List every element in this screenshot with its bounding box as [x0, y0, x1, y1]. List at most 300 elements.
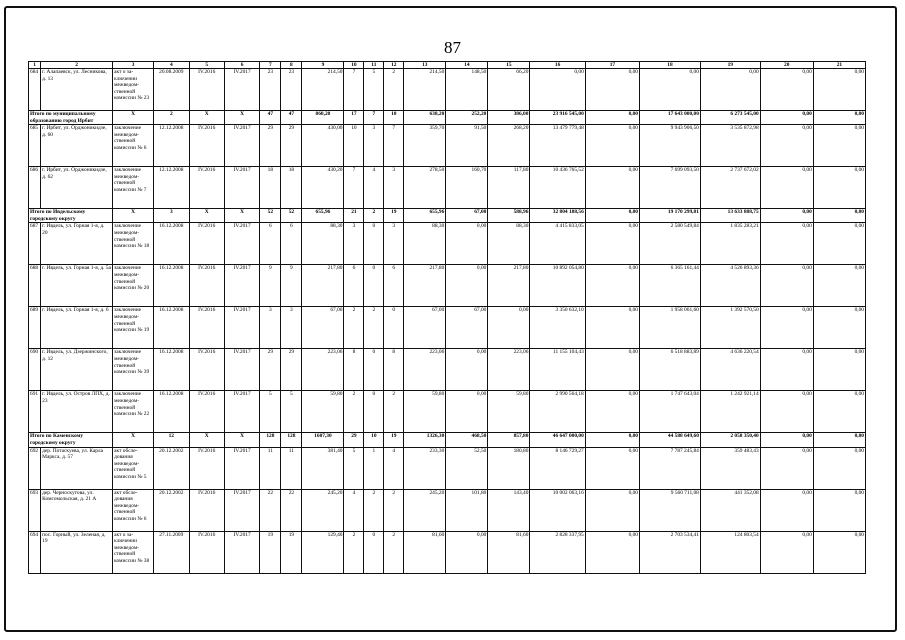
table-cell: 7 787 245,84 — [640, 447, 701, 489]
page-number: 87 — [444, 38, 461, 57]
table-cell: IV.2017 — [224, 391, 259, 433]
table-cell: 692 — [29, 447, 41, 489]
table-row — [29, 69, 866, 111]
table-cell: 124 803,54 — [700, 531, 760, 573]
table-cell: 1 747 643,04 — [640, 391, 701, 433]
table-cell: 3 — [260, 307, 281, 349]
table-cell: IV.2017 — [224, 489, 259, 531]
table-cell: 20.08.2009 — [154, 69, 189, 111]
table-cell: X — [189, 111, 224, 125]
address-cell: г. Ивдель, ул. Горная 1-я, д. 5а — [41, 265, 113, 307]
subtotal-label: Итого по муниципальному образованию город Ирбит — [29, 111, 113, 125]
table-cell: 4 636 220,54 — [700, 349, 760, 391]
address-cell: дер. Черноскутова, ул. Комсомольская, д. 21 А — [41, 489, 113, 531]
column-header: 4 — [154, 62, 189, 69]
table-cell: IV.2016 — [189, 167, 224, 209]
column-header: 13 — [404, 62, 446, 69]
table-cell: 2 737 672,02 — [700, 167, 760, 209]
table-cell: 691 — [29, 391, 41, 433]
document-cell: акт обсле-дования межведом-ственной комиссии № 5 — [113, 447, 154, 489]
table-cell: 9 — [281, 265, 302, 307]
table-cell: 2 — [344, 391, 364, 433]
table-cell: 0,00 — [585, 391, 639, 433]
table-cell: 2 990 564,18 — [530, 391, 585, 433]
table-cell: 23 — [260, 69, 281, 111]
table-cell: 47 — [260, 111, 281, 125]
table-cell: 67,00 — [446, 307, 488, 349]
table-cell: IV.2016 — [189, 265, 224, 307]
table-cell: 21 — [344, 209, 364, 223]
table-cell: 0,00 — [813, 307, 865, 349]
table-cell: 694 — [29, 531, 41, 573]
table-cell: 88,30 — [404, 223, 446, 265]
table-cell: 0,00 — [585, 349, 639, 391]
table-cell: 2 — [384, 391, 404, 433]
table-cell: IV.2017 — [224, 265, 259, 307]
table-cell: 12.12.2008 — [154, 167, 189, 209]
table-cell: 245,20 — [302, 489, 344, 531]
table-cell: 5 — [364, 69, 384, 111]
table-cell: X — [189, 209, 224, 223]
table-cell: 6 — [384, 265, 404, 307]
table-cell: 1607,30 — [302, 433, 344, 447]
table-cell: 46 647 000,00 — [530, 433, 585, 447]
table-row — [29, 349, 866, 391]
table-cell: 17 643 000,00 — [640, 111, 701, 125]
table-cell: IV.2016 — [189, 447, 224, 489]
table-cell: IV.2017 — [224, 167, 259, 209]
table-cell: 1 835 283,21 — [700, 223, 760, 265]
table-cell: 10 436 765,52 — [530, 167, 585, 209]
table-cell: 684 — [29, 69, 41, 111]
table-cell: 0,00 — [446, 391, 488, 433]
table-cell: 67,00 — [404, 307, 446, 349]
table-cell: 29 — [260, 125, 281, 167]
table-cell: 857,80 — [488, 433, 530, 447]
table-cell: 0,00 — [585, 167, 639, 209]
table-cell: 29 — [281, 349, 302, 391]
table-cell: 12.12.2008 — [154, 125, 189, 167]
table-row — [29, 167, 866, 209]
table-cell: 386,00 — [488, 111, 530, 125]
table-cell: 3 535 872,98 — [700, 125, 760, 167]
table-cell: 2 — [384, 489, 404, 531]
table-cell: 4 — [384, 447, 404, 489]
column-header: 16 — [530, 62, 585, 69]
table-cell: 214,50 — [302, 69, 344, 111]
table-cell: 0,00 — [813, 531, 865, 573]
table-cell: 6 — [260, 223, 281, 265]
table-cell: 9 943 906,50 — [640, 125, 701, 167]
table-cell: 0,00 — [488, 307, 530, 349]
table-cell: 11 — [281, 447, 302, 489]
table-cell: 6 273 545,00 — [700, 111, 760, 125]
table-cell: 2 — [154, 111, 189, 125]
table-cell: 7 — [364, 111, 384, 125]
table-cell: 217,80 — [488, 265, 530, 307]
table-cell: 0,00 — [446, 223, 488, 265]
table-cell: 3 — [154, 209, 189, 223]
document-cell: заключение межведом-ственной комиссии № 39 — [113, 349, 154, 391]
table-cell: 101,80 — [446, 489, 488, 531]
table-cell: 128 — [281, 433, 302, 447]
document-cell: заключение межведом-ственной комиссии № 7 — [113, 167, 154, 209]
table-cell: 59,80 — [404, 391, 446, 433]
table-cell: 2 580 549,84 — [640, 223, 701, 265]
table-cell: 381,40 — [302, 447, 344, 489]
document-cell: заключение межведом-ственной комиссии № 6 — [113, 125, 154, 167]
table-cell: 214,50 — [404, 69, 446, 111]
table-cell: 1326,30 — [404, 433, 446, 447]
table-cell: 689 — [29, 307, 41, 349]
table-cell: 0,00 — [585, 489, 639, 531]
table-cell: 0,00 — [760, 69, 813, 111]
table-cell: 655,96 — [302, 209, 344, 223]
column-header: 14 — [446, 62, 488, 69]
column-header: 6 — [224, 62, 259, 69]
table-cell: 0,00 — [760, 531, 813, 573]
document-cell: заключение межведом-ственной комиссии № 20 — [113, 265, 154, 307]
table-cell: 4 526 893,36 — [700, 265, 760, 307]
table-cell: 81,60 — [404, 531, 446, 573]
address-cell: г. Ивдель, ул. Дзержинского, д. 12 — [41, 349, 113, 391]
column-header: 10 — [344, 62, 364, 69]
table-cell: 0,00 — [813, 111, 865, 125]
table-cell: 690 — [29, 349, 41, 391]
table-cell: 18 — [281, 167, 302, 209]
table-cell: IV.2016 — [189, 531, 224, 573]
table-cell: 16.12.2008 — [154, 223, 189, 265]
table-cell: 468,50 — [446, 433, 488, 447]
table-cell: 8 — [344, 349, 364, 391]
table-cell: 23 916 545,00 — [530, 111, 585, 125]
table-cell: 685 — [29, 125, 41, 167]
table-cell: 16.12.2008 — [154, 307, 189, 349]
table-cell: 0,00 — [813, 489, 865, 531]
table-cell: 160,70 — [446, 167, 488, 209]
table-cell: 6 365 161,44 — [640, 265, 701, 307]
table-cell: 148,50 — [446, 69, 488, 111]
table-cell: 7 — [384, 125, 404, 167]
table-cell: 0,00 — [813, 125, 865, 167]
table-cell: 117,80 — [488, 167, 530, 209]
table-cell: 0,00 — [760, 111, 813, 125]
table-cell: 0,00 — [446, 265, 488, 307]
table-cell: 0,00 — [585, 307, 639, 349]
table-cell: 0,00 — [585, 447, 639, 489]
column-header: 5 — [189, 62, 224, 69]
table-cell: 0,00 — [760, 433, 813, 447]
table-cell: X — [189, 433, 224, 447]
table-cell: 7 699 093,50 — [640, 167, 701, 209]
table-cell: 6 518 883,89 — [640, 349, 701, 391]
table-cell: 0,00 — [640, 69, 701, 111]
table-cell: 268,20 — [488, 125, 530, 167]
table-cell: 1 392 570,50 — [700, 307, 760, 349]
table-cell: 2 — [364, 209, 384, 223]
table-cell: 0,00 — [813, 265, 865, 307]
table-cell: 223,06 — [302, 349, 344, 391]
table-row — [29, 391, 866, 433]
table-cell: 0,00 — [760, 349, 813, 391]
table-cell: 29 — [260, 349, 281, 391]
table-cell: X — [113, 111, 154, 125]
table-cell: 0,00 — [760, 223, 813, 265]
column-header: 18 — [640, 62, 701, 69]
table-cell: 0,00 — [585, 265, 639, 307]
table-cell: 10 — [364, 433, 384, 447]
table-cell: 13 633 888,75 — [700, 209, 760, 223]
document-cell: заключение межведом-ственной комиссии № 18 — [113, 223, 154, 265]
table-cell: 359 483,43 — [700, 447, 760, 489]
table-cell: IV.2017 — [224, 447, 259, 489]
table-cell: 17 — [344, 111, 364, 125]
table-cell: 588,96 — [488, 209, 530, 223]
table-cell: 12 — [154, 433, 189, 447]
table-cell: 0,00 — [813, 69, 865, 111]
table-row — [29, 125, 866, 167]
table-cell: 66,20 — [488, 69, 530, 111]
table-cell: IV.2016 — [189, 69, 224, 111]
table-row — [29, 265, 866, 307]
table-cell: 52 — [260, 209, 281, 223]
table-cell: 8 146 729,27 — [530, 447, 585, 489]
table-cell: 2 058 350,40 — [700, 433, 760, 447]
table-cell: 129,40 — [302, 531, 344, 573]
subtotal-label: Итого по Каменскому городскому округу — [29, 433, 113, 447]
table-cell: 11 155 104,43 — [530, 349, 585, 391]
table-cell: X — [113, 209, 154, 223]
table-cell: IV.2016 — [189, 391, 224, 433]
table-cell: 0,00 — [760, 307, 813, 349]
table-cell: 430,00 — [302, 125, 344, 167]
table-cell: 2 — [364, 307, 384, 349]
table-cell: 655,96 — [404, 209, 446, 223]
column-header: 20 — [760, 62, 813, 69]
table-cell: 5 — [281, 391, 302, 433]
subtotal-row — [29, 209, 866, 223]
table-cell: 0,00 — [813, 391, 865, 433]
table-cell: 16.12.2008 — [154, 265, 189, 307]
table-cell: 180,80 — [488, 447, 530, 489]
table-cell: X — [224, 111, 259, 125]
table-cell: 5 — [344, 447, 364, 489]
header-row — [29, 62, 866, 69]
table-cell: 860,20 — [302, 111, 344, 125]
table-cell: 59,80 — [302, 391, 344, 433]
table-cell: 245,20 — [404, 489, 446, 531]
column-header: 2 — [41, 62, 113, 69]
table-cell: IV.2017 — [224, 307, 259, 349]
table-cell: 0 — [364, 265, 384, 307]
table-cell: 19 — [384, 433, 404, 447]
table-cell: 0,00 — [813, 167, 865, 209]
table-cell: IV.2017 — [224, 349, 259, 391]
table-cell: 0,00 — [813, 209, 865, 223]
subtotal-row — [29, 433, 866, 447]
table-cell: 2 828 337,95 — [530, 531, 585, 573]
table-cell: 16.12.2008 — [154, 349, 189, 391]
address-cell: г. Ирбит, ул. Орджоникидзе, д. 60 — [41, 125, 113, 167]
column-header: 15 — [488, 62, 530, 69]
column-header: 3 — [113, 62, 154, 69]
table-cell: 1 — [364, 447, 384, 489]
table-cell: 10 002 063,16 — [530, 489, 585, 531]
table-cell: 29 — [344, 433, 364, 447]
table-cell: 2 703 534,41 — [640, 531, 701, 573]
table-cell: 88,30 — [302, 223, 344, 265]
table-cell: 3 — [344, 223, 364, 265]
table-cell: 2 — [384, 69, 404, 111]
table-cell: 67,00 — [446, 209, 488, 223]
table-cell: 0,00 — [813, 433, 865, 447]
table-cell: 16.12.2008 — [154, 391, 189, 433]
table-cell: 0,00 — [813, 447, 865, 489]
table-cell: 0 — [364, 223, 384, 265]
table-cell: 0,00 — [700, 69, 760, 111]
table-cell: 7 — [344, 167, 364, 209]
table-cell: 687 — [29, 223, 41, 265]
table-cell: 5 — [260, 391, 281, 433]
table-cell: X — [113, 433, 154, 447]
table-cell: 441 352,08 — [700, 489, 760, 531]
table-cell: 47 — [281, 111, 302, 125]
column-header: 12 — [384, 62, 404, 69]
column-header: 1 — [29, 62, 41, 69]
table-cell: 10 892 054,80 — [530, 265, 585, 307]
table-cell: 18 — [260, 167, 281, 209]
document-cell: заключение межведом-ственной комиссии № 22 — [113, 391, 154, 433]
table-cell: 0,00 — [760, 265, 813, 307]
table-cell: 0,00 — [585, 111, 639, 125]
table-cell: 0,00 — [585, 209, 639, 223]
column-header: 9 — [302, 62, 344, 69]
table-cell: 27.11.2009 — [154, 531, 189, 573]
table-cell: 1 958 061,60 — [640, 307, 701, 349]
table-cell: IV.2016 — [189, 489, 224, 531]
table-cell: 3 — [364, 125, 384, 167]
table-cell: 430,20 — [302, 167, 344, 209]
table-row — [29, 447, 866, 489]
table-cell: IV.2016 — [189, 125, 224, 167]
address-cell: г. Ивдель, ул. Горная 1-я, д. 20 — [41, 223, 113, 265]
table-cell: 8 — [384, 349, 404, 391]
table-cell: 0,00 — [585, 531, 639, 573]
table-cell: 0,00 — [446, 349, 488, 391]
table-cell: 143,40 — [488, 489, 530, 531]
table-cell: 0,00 — [585, 69, 639, 111]
table-cell: IV.2016 — [189, 307, 224, 349]
table-cell: 9 — [260, 265, 281, 307]
table-cell: 59,80 — [488, 391, 530, 433]
document-cell: акт о за-ключении межведом-ственной комиссии № 23 — [113, 69, 154, 111]
table-cell: 0,00 — [813, 349, 865, 391]
column-header: 11 — [364, 62, 384, 69]
table-cell: 13 479 779,48 — [530, 125, 585, 167]
address-cell: г. Ирбит, ул. Орджоникидзе, д. 62 — [41, 167, 113, 209]
table-cell: 0,00 — [760, 447, 813, 489]
table-cell: 0 — [364, 531, 384, 573]
document-cell: акт обсле-дования межведом-ственной комиссии № 6 — [113, 489, 154, 531]
document-cell: заключение межведом-ственной комиссии № 19 — [113, 307, 154, 349]
table-cell: 0,00 — [760, 209, 813, 223]
table-cell: 0 — [364, 391, 384, 433]
address-cell: г. Ивдель, ул. Остров ЛПХ, д. 23 — [41, 391, 113, 433]
table-row — [29, 531, 866, 573]
table-cell: 0,00 — [813, 223, 865, 265]
table-cell: 20.12.2002 — [154, 447, 189, 489]
table-row — [29, 223, 866, 265]
resettlement-table — [28, 61, 866, 574]
table-cell: 2 — [344, 531, 364, 573]
table-cell: 688 — [29, 265, 41, 307]
table-cell: IV.2016 — [189, 223, 224, 265]
table-cell: 0,00 — [446, 531, 488, 573]
table-cell: 223,06 — [488, 349, 530, 391]
table-cell: 4 — [364, 167, 384, 209]
table-cell: 223,06 — [404, 349, 446, 391]
table-cell: 7 — [344, 69, 364, 111]
table-cell: IV.2016 — [189, 349, 224, 391]
table-cell: X — [224, 209, 259, 223]
table-cell: 252,20 — [446, 111, 488, 125]
table-cell: 4 — [344, 489, 364, 531]
column-header: 7 — [260, 62, 281, 69]
table-cell: 217,80 — [404, 265, 446, 307]
table-cell: 88,30 — [488, 223, 530, 265]
table-cell: 0,00 — [585, 433, 639, 447]
table-cell: 10 — [384, 111, 404, 125]
table-cell: 638,20 — [404, 111, 446, 125]
column-header: 17 — [585, 62, 639, 69]
table-cell: 3 — [384, 223, 404, 265]
table-cell: 0,00 — [760, 391, 813, 433]
table-cell: 217,80 — [302, 265, 344, 307]
table-cell: 0,00 — [760, 167, 813, 209]
column-header: 21 — [813, 62, 865, 69]
table-cell: 32 804 188,56 — [530, 209, 585, 223]
table-cell: 81,60 — [488, 531, 530, 573]
address-cell: пос. Горный, ул. Зеленая, д. 19 — [41, 531, 113, 573]
table-cell: X — [224, 433, 259, 447]
table-cell: IV.2017 — [224, 531, 259, 573]
subtotal-label: Итого по Ивдельскому городскому округу — [29, 209, 113, 223]
table-cell: 2 — [364, 489, 384, 531]
table-cell: 686 — [29, 167, 41, 209]
table-cell: 3 — [384, 167, 404, 209]
table-cell: IV.2017 — [224, 69, 259, 111]
table-cell: 6 — [344, 265, 364, 307]
table-cell: 44 588 649,60 — [640, 433, 701, 447]
table-cell: 52 — [281, 209, 302, 223]
table-cell: 67,00 — [302, 307, 344, 349]
address-cell: дер. Потаскуева, ул. Карла Маркса, д. 57 — [41, 447, 113, 489]
table-cell: 0,00 — [760, 125, 813, 167]
table-cell: 23 — [281, 69, 302, 111]
table-cell: IV.2017 — [224, 223, 259, 265]
table-cell: 19 170 299,81 — [640, 209, 701, 223]
table-cell: 20.12.2002 — [154, 489, 189, 531]
table-cell: 128 — [260, 433, 281, 447]
table-cell: 9 560 711,08 — [640, 489, 701, 531]
column-header: 8 — [281, 62, 302, 69]
table-cell: 2 — [384, 531, 404, 573]
table-cell: 0,00 — [760, 489, 813, 531]
table-cell: 10 — [344, 125, 364, 167]
document-cell: акт о за-ключении межведом-ственной комиссии № 38 — [113, 531, 154, 573]
table-cell: 3 — [281, 307, 302, 349]
table-cell: 11 — [260, 447, 281, 489]
